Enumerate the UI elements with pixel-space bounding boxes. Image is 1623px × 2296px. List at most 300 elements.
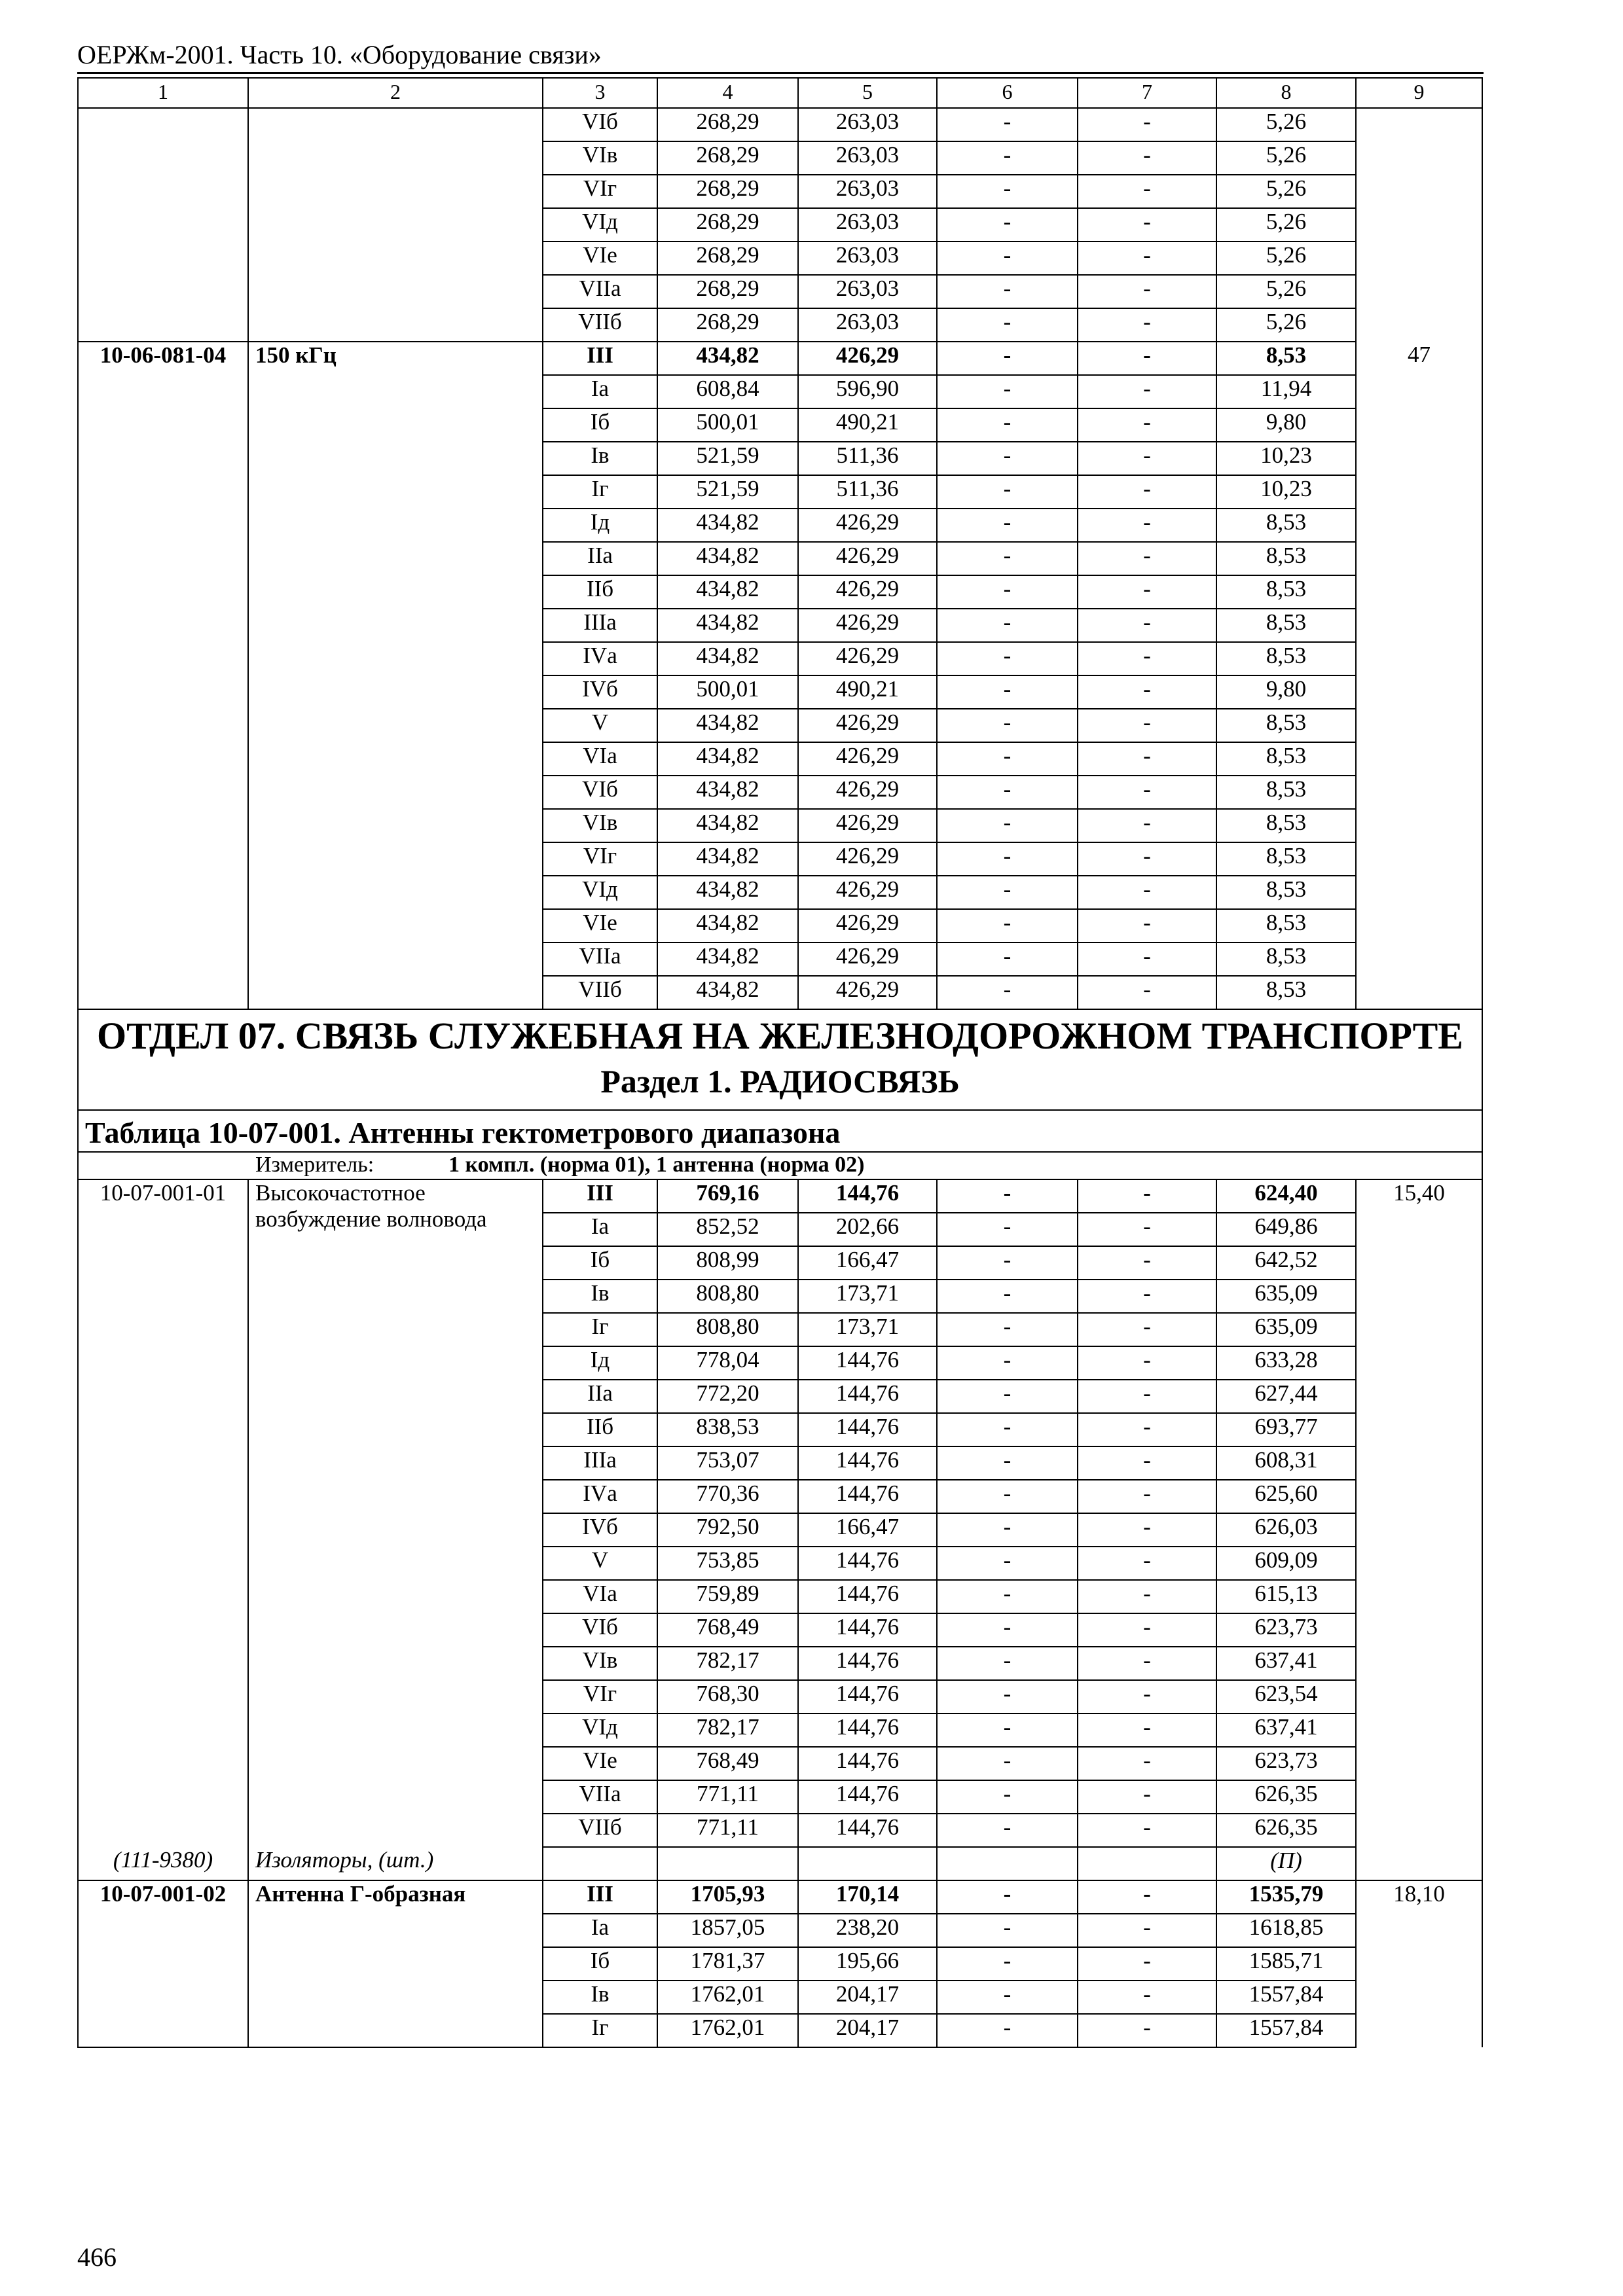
meter-row bbox=[78, 1152, 1482, 1179]
cell-col-8: 8,53 bbox=[1216, 876, 1356, 909]
cell-col-8: 8,53 bbox=[1216, 742, 1356, 776]
cell-col-7: - bbox=[1078, 475, 1216, 509]
cell-col-7: - bbox=[1078, 1446, 1216, 1480]
cell-col-5: 426,29 bbox=[798, 342, 937, 375]
table-row bbox=[78, 1179, 1482, 1213]
cell-col-7: - bbox=[1078, 1480, 1216, 1513]
column-header-7: 7 bbox=[1078, 78, 1216, 108]
cell-col-5: 426,29 bbox=[798, 575, 937, 609]
table-row bbox=[78, 1880, 1482, 1914]
section-heading bbox=[78, 1009, 1482, 1110]
cell-col-7: - bbox=[1078, 442, 1216, 475]
cell-col-7: - bbox=[1078, 1313, 1216, 1346]
header-rule bbox=[77, 72, 1484, 74]
cell-col-7: - bbox=[1078, 1981, 1216, 2014]
cell-col-7: - bbox=[1078, 842, 1216, 876]
cell-col-6: - bbox=[937, 1914, 1078, 1947]
cell-col-8: 693,77 bbox=[1216, 1413, 1356, 1446]
cell-col-8: 10,23 bbox=[1216, 442, 1356, 475]
cell-col-3: IVа bbox=[543, 642, 657, 675]
cell-col-5: 426,29 bbox=[798, 909, 937, 942]
cell-col-6: - bbox=[937, 1780, 1078, 1814]
cell-col-3: Iа bbox=[543, 375, 657, 408]
cell-col-8: 609,09 bbox=[1216, 1547, 1356, 1580]
work-name: 150 кГц bbox=[248, 342, 543, 1009]
cell-col-3: Iв bbox=[543, 1981, 657, 2014]
note-row bbox=[78, 1847, 1482, 1880]
cell-col-8: 1557,84 bbox=[1216, 1981, 1356, 2014]
cell-col-8: 1557,84 bbox=[1216, 2014, 1356, 2047]
cell-col-6: - bbox=[937, 575, 1078, 609]
cell-col-6: - bbox=[937, 1647, 1078, 1680]
cell-col-3: III bbox=[543, 1880, 657, 1914]
cell-col-5: 490,21 bbox=[798, 408, 937, 442]
cell-col-7: - bbox=[1078, 776, 1216, 809]
cell-col-8: 8,53 bbox=[1216, 575, 1356, 609]
cell-col-3: IIа bbox=[543, 542, 657, 575]
column-header-3: 3 bbox=[543, 78, 657, 108]
cell-col-7: - bbox=[1078, 609, 1216, 642]
cell-col-7: - bbox=[1078, 1246, 1216, 1280]
cell-col-8: 5,26 bbox=[1216, 208, 1356, 242]
cell-col-6: - bbox=[937, 1713, 1078, 1747]
cell-col-4: 434,82 bbox=[657, 809, 798, 842]
col9-value bbox=[1356, 108, 1482, 342]
cell-col-5: 596,90 bbox=[798, 375, 937, 408]
cell-col-5: 204,17 bbox=[798, 2014, 937, 2047]
cell-col-3: IVб bbox=[543, 675, 657, 709]
cell-col-5: 263,03 bbox=[798, 275, 937, 308]
cell-col-4: 808,99 bbox=[657, 1246, 798, 1280]
cell-col-4: 753,07 bbox=[657, 1446, 798, 1480]
cell-col-6: - bbox=[937, 1814, 1078, 1847]
cell-col-7: - bbox=[1078, 1814, 1216, 1847]
cell-col-6: - bbox=[937, 709, 1078, 742]
cell-col-8: 1618,85 bbox=[1216, 1914, 1356, 1947]
cell-col-7: - bbox=[1078, 1179, 1216, 1213]
cell-col-6: - bbox=[937, 1213, 1078, 1246]
cell-col-6: - bbox=[937, 876, 1078, 909]
cell-col-4: 771,11 bbox=[657, 1814, 798, 1847]
cell-col-8: 627,44 bbox=[1216, 1380, 1356, 1413]
cell-col-3: IVб bbox=[543, 1513, 657, 1547]
meter-value: 1 компл. (норма 01), 1 антенна (норма 02) bbox=[448, 1153, 865, 1177]
cell-col-6: - bbox=[937, 1680, 1078, 1713]
cell-col-8: 8,53 bbox=[1216, 642, 1356, 675]
cell-col-7: - bbox=[1078, 575, 1216, 609]
cell-col-4: 434,82 bbox=[657, 876, 798, 909]
cell-col-6: - bbox=[937, 108, 1078, 141]
cell-col-5: 144,76 bbox=[798, 1446, 937, 1480]
cell-col-3: VIд bbox=[543, 1713, 657, 1747]
cell-col-3: VIа bbox=[543, 1580, 657, 1613]
cell-col-3: VIб bbox=[543, 776, 657, 809]
cell-col-3: VIв bbox=[543, 141, 657, 175]
cell-col-7: - bbox=[1078, 1680, 1216, 1713]
cell-col-8: 8,53 bbox=[1216, 542, 1356, 575]
cell-col-6: - bbox=[937, 1446, 1078, 1480]
cell-col-3: Iд bbox=[543, 509, 657, 542]
cell-col-6: - bbox=[937, 308, 1078, 342]
cell-col-3: V bbox=[543, 1547, 657, 1580]
cell-col-6: - bbox=[937, 642, 1078, 675]
cell-col-3: VIе bbox=[543, 1747, 657, 1780]
cell-col-6: - bbox=[937, 408, 1078, 442]
column-header-2: 2 bbox=[248, 78, 543, 108]
cell-col-4: 434,82 bbox=[657, 842, 798, 876]
cell-col-5: 144,76 bbox=[798, 1179, 937, 1213]
cell-col-7: - bbox=[1078, 1580, 1216, 1613]
cell-col-4: 852,52 bbox=[657, 1213, 798, 1246]
cell-col-8: 635,09 bbox=[1216, 1313, 1356, 1346]
cell-col-7: - bbox=[1078, 1547, 1216, 1580]
cell-col-6: - bbox=[937, 442, 1078, 475]
cell-col-7: - bbox=[1078, 1413, 1216, 1446]
cell-col-4: 500,01 bbox=[657, 675, 798, 709]
rate-code: 10-07-001-02 bbox=[78, 1880, 248, 2047]
cell-col-6: - bbox=[937, 475, 1078, 509]
cell-col-6: - bbox=[937, 1580, 1078, 1613]
cell-col-8: 642,52 bbox=[1216, 1246, 1356, 1280]
cell-col-3: IIб bbox=[543, 575, 657, 609]
cell-col-3: Iа bbox=[543, 1914, 657, 1947]
cell-col-3: Iг bbox=[543, 475, 657, 509]
cell-col-5: 170,14 bbox=[798, 1880, 937, 1914]
cell-col-7: - bbox=[1078, 308, 1216, 342]
cell-col-7: - bbox=[1078, 1713, 1216, 1747]
cell-col-7: - bbox=[1078, 108, 1216, 141]
section-heading-row bbox=[78, 1009, 1482, 1110]
cell-col-3: VIд bbox=[543, 208, 657, 242]
cell-col-5: 144,76 bbox=[798, 1380, 937, 1413]
cell-col-4: 434,82 bbox=[657, 575, 798, 609]
cell-col-4: 753,85 bbox=[657, 1547, 798, 1580]
material-code: (111-9380) bbox=[78, 1847, 248, 1880]
cell-col-5: 173,71 bbox=[798, 1280, 937, 1313]
material-name: Изоляторы, (шт.) bbox=[248, 1847, 543, 1880]
cell-col-6: - bbox=[937, 342, 1078, 375]
note-empty-col-6 bbox=[937, 1847, 1078, 1880]
cell-col-7: - bbox=[1078, 1213, 1216, 1246]
cell-col-3: VIIа bbox=[543, 1780, 657, 1814]
cell-col-8: 8,53 bbox=[1216, 776, 1356, 809]
cell-col-3: Iв bbox=[543, 1280, 657, 1313]
cell-col-4: 268,29 bbox=[657, 108, 798, 141]
rate-code: 10-07-001-01 bbox=[78, 1179, 248, 1847]
cell-col-6: - bbox=[937, 809, 1078, 842]
cell-col-7: - bbox=[1078, 2014, 1216, 2047]
note-empty-col-7 bbox=[1078, 1847, 1216, 1880]
cell-col-8: 5,26 bbox=[1216, 242, 1356, 275]
cell-col-8: 623,73 bbox=[1216, 1747, 1356, 1780]
cell-col-5: 144,76 bbox=[798, 1713, 937, 1747]
cell-col-4: 1857,05 bbox=[657, 1914, 798, 1947]
cell-col-4: 434,82 bbox=[657, 642, 798, 675]
col9-value: 18,10 bbox=[1356, 1880, 1482, 2047]
cell-col-7: - bbox=[1078, 809, 1216, 842]
cell-col-7: - bbox=[1078, 1380, 1216, 1413]
cell-col-7: - bbox=[1078, 1914, 1216, 1947]
cell-col-7: - bbox=[1078, 742, 1216, 776]
cell-col-6: - bbox=[937, 1480, 1078, 1513]
cell-col-3: IIа bbox=[543, 1380, 657, 1413]
cell-col-4: 268,29 bbox=[657, 242, 798, 275]
cell-col-4: 434,82 bbox=[657, 776, 798, 809]
cell-col-6: - bbox=[937, 675, 1078, 709]
cell-col-3: IIб bbox=[543, 1413, 657, 1446]
cell-col-4: 434,82 bbox=[657, 542, 798, 575]
cell-col-5: 263,03 bbox=[798, 242, 937, 275]
column-header-6: 6 bbox=[937, 78, 1078, 108]
cell-col-8: 8,53 bbox=[1216, 809, 1356, 842]
table-row bbox=[78, 342, 1482, 375]
cell-col-7: - bbox=[1078, 242, 1216, 275]
cell-col-6: - bbox=[937, 175, 1078, 208]
cell-col-3: Iб bbox=[543, 1947, 657, 1981]
cell-col-3: VIIб bbox=[543, 1814, 657, 1847]
cell-col-5: 426,29 bbox=[798, 809, 937, 842]
cell-col-6: - bbox=[937, 976, 1078, 1009]
cell-col-5: 511,36 bbox=[798, 475, 937, 509]
cell-col-8: 637,41 bbox=[1216, 1713, 1356, 1747]
cell-col-3: V bbox=[543, 709, 657, 742]
table-title: Таблица 10-07-001. Антенны гектометрового диапазона bbox=[78, 1110, 1482, 1152]
cell-col-7: - bbox=[1078, 141, 1216, 175]
cell-col-3: IIIа bbox=[543, 1446, 657, 1480]
cell-col-8: 8,53 bbox=[1216, 509, 1356, 542]
rate-code: 10-06-081-04 bbox=[78, 342, 248, 1009]
cell-col-8: 10,23 bbox=[1216, 475, 1356, 509]
page-number: 466 bbox=[77, 2242, 117, 2272]
cell-col-7: - bbox=[1078, 942, 1216, 976]
cell-col-6: - bbox=[937, 275, 1078, 308]
cell-col-5: 426,29 bbox=[798, 542, 937, 575]
cell-col-4: 500,01 bbox=[657, 408, 798, 442]
material-unit: (П) bbox=[1216, 1847, 1356, 1880]
cell-col-4: 268,29 bbox=[657, 275, 798, 308]
cell-col-7: - bbox=[1078, 675, 1216, 709]
cell-col-7: - bbox=[1078, 542, 1216, 575]
cell-col-5: 263,03 bbox=[798, 208, 937, 242]
cell-col-4: 778,04 bbox=[657, 1346, 798, 1380]
cell-col-4: 808,80 bbox=[657, 1313, 798, 1346]
cell-col-8: 8,53 bbox=[1216, 942, 1356, 976]
cell-col-8: 633,28 bbox=[1216, 1346, 1356, 1380]
cell-col-6: - bbox=[937, 1246, 1078, 1280]
cell-col-4: 434,82 bbox=[657, 742, 798, 776]
cell-col-5: 166,47 bbox=[798, 1246, 937, 1280]
cell-col-3: Iб bbox=[543, 1246, 657, 1280]
column-header-5: 5 bbox=[798, 78, 937, 108]
cell-col-6: - bbox=[937, 842, 1078, 876]
cell-col-8: 608,31 bbox=[1216, 1446, 1356, 1480]
cell-col-6: - bbox=[937, 1513, 1078, 1547]
cell-col-5: 490,21 bbox=[798, 675, 937, 709]
cell-col-7: - bbox=[1078, 1647, 1216, 1680]
cell-col-8: 9,80 bbox=[1216, 408, 1356, 442]
cell-col-3: Iб bbox=[543, 408, 657, 442]
cell-col-4: 434,82 bbox=[657, 509, 798, 542]
cell-col-6: - bbox=[937, 1380, 1078, 1413]
cell-col-6: - bbox=[937, 375, 1078, 408]
cell-col-7: - bbox=[1078, 275, 1216, 308]
cell-col-7: - bbox=[1078, 342, 1216, 375]
cell-col-7: - bbox=[1078, 1880, 1216, 1914]
cell-col-5: 426,29 bbox=[798, 709, 937, 742]
cell-col-8: 8,53 bbox=[1216, 609, 1356, 642]
cell-col-5: 426,29 bbox=[798, 876, 937, 909]
cell-col-5: 263,03 bbox=[798, 308, 937, 342]
cell-col-5: 173,71 bbox=[798, 1313, 937, 1346]
cell-col-8: 1585,71 bbox=[1216, 1947, 1356, 1981]
cell-col-3: Iг bbox=[543, 1313, 657, 1346]
cell-col-5: 144,76 bbox=[798, 1613, 937, 1647]
cell-col-8: 649,86 bbox=[1216, 1213, 1356, 1246]
cell-col-6: - bbox=[937, 208, 1078, 242]
cell-col-6: - bbox=[937, 942, 1078, 976]
cell-col-5: 166,47 bbox=[798, 1513, 937, 1547]
cell-col-3: VIIа bbox=[543, 275, 657, 308]
cell-col-5: 202,66 bbox=[798, 1213, 937, 1246]
cell-col-7: - bbox=[1078, 709, 1216, 742]
cell-col-8: 9,80 bbox=[1216, 675, 1356, 709]
cell-col-4: 1705,93 bbox=[657, 1880, 798, 1914]
cell-col-6: - bbox=[937, 609, 1078, 642]
cell-col-6: - bbox=[937, 141, 1078, 175]
cell-col-8: 623,73 bbox=[1216, 1613, 1356, 1647]
cell-col-5: 263,03 bbox=[798, 141, 937, 175]
cell-col-6: - bbox=[937, 1947, 1078, 1981]
cell-col-4: 768,30 bbox=[657, 1680, 798, 1713]
cell-col-3: VIIб bbox=[543, 308, 657, 342]
cell-col-3: VIб bbox=[543, 1613, 657, 1647]
cell-col-4: 268,29 bbox=[657, 308, 798, 342]
cell-col-6: - bbox=[937, 1280, 1078, 1313]
cell-col-4: 434,82 bbox=[657, 709, 798, 742]
cell-col-3: VIг bbox=[543, 175, 657, 208]
column-header-1: 1 bbox=[78, 78, 248, 108]
cell-col-3: IVа bbox=[543, 1480, 657, 1513]
cell-col-8: 11,94 bbox=[1216, 375, 1356, 408]
section-subtitle: Раздел 1. РАДИОСВЯЗЬ bbox=[600, 1063, 960, 1100]
cell-col-8: 626,03 bbox=[1216, 1513, 1356, 1547]
cell-col-3: Iд bbox=[543, 1346, 657, 1380]
cell-col-3: VIIб bbox=[543, 976, 657, 1009]
table-row bbox=[78, 108, 1482, 141]
cell-col-4: 1781,37 bbox=[657, 1947, 798, 1981]
cell-col-6: - bbox=[937, 742, 1078, 776]
column-header-8: 8 bbox=[1216, 78, 1356, 108]
cell-col-3: VIв bbox=[543, 1647, 657, 1680]
cell-col-6: - bbox=[937, 1179, 1078, 1213]
cell-col-3: Iг bbox=[543, 2014, 657, 2047]
note-empty-col-5 bbox=[798, 1847, 937, 1880]
cell-col-5: 263,03 bbox=[798, 175, 937, 208]
col9-value: 47 bbox=[1356, 342, 1482, 1009]
cell-col-6: - bbox=[937, 1613, 1078, 1647]
cell-col-5: 426,29 bbox=[798, 776, 937, 809]
cell-col-5: 426,29 bbox=[798, 642, 937, 675]
column-header-4: 4 bbox=[657, 78, 798, 108]
cell-col-3: VIе bbox=[543, 242, 657, 275]
cell-col-7: - bbox=[1078, 408, 1216, 442]
cell-col-3: III bbox=[543, 342, 657, 375]
col9-value: 15,40 bbox=[1356, 1179, 1482, 1880]
cell-col-7: - bbox=[1078, 976, 1216, 1009]
cell-col-8: 1535,79 bbox=[1216, 1880, 1356, 1914]
cell-col-4: 792,50 bbox=[657, 1513, 798, 1547]
column-header-row bbox=[78, 78, 1482, 108]
cell-col-8: 637,41 bbox=[1216, 1647, 1356, 1680]
cell-col-4: 268,29 bbox=[657, 141, 798, 175]
cell-col-5: 426,29 bbox=[798, 509, 937, 542]
cell-col-6: - bbox=[937, 509, 1078, 542]
work-name bbox=[248, 108, 543, 342]
cell-col-6: - bbox=[937, 1346, 1078, 1380]
cell-col-5: 144,76 bbox=[798, 1480, 937, 1513]
cell-col-4: 769,16 bbox=[657, 1179, 798, 1213]
cell-col-8: 626,35 bbox=[1216, 1780, 1356, 1814]
cell-col-4: 771,11 bbox=[657, 1780, 798, 1814]
cell-col-8: 623,54 bbox=[1216, 1680, 1356, 1713]
cell-col-5: 426,29 bbox=[798, 976, 937, 1009]
cell-col-8: 8,53 bbox=[1216, 976, 1356, 1009]
cell-col-6: - bbox=[937, 2014, 1078, 2047]
cell-col-7: - bbox=[1078, 1780, 1216, 1814]
cell-col-3: Iв bbox=[543, 442, 657, 475]
cell-col-8: 615,13 bbox=[1216, 1580, 1356, 1613]
cell-col-4: 808,80 bbox=[657, 1280, 798, 1313]
cell-col-5: 426,29 bbox=[798, 942, 937, 976]
cell-col-5: 144,76 bbox=[798, 1346, 937, 1380]
cell-col-3: VIIа bbox=[543, 942, 657, 976]
cell-col-4: 434,82 bbox=[657, 909, 798, 942]
cell-col-4: 768,49 bbox=[657, 1747, 798, 1780]
cell-col-5: 144,76 bbox=[798, 1647, 937, 1680]
cell-col-7: - bbox=[1078, 175, 1216, 208]
cell-col-4: 782,17 bbox=[657, 1647, 798, 1680]
norms-table bbox=[77, 77, 1483, 2048]
cell-col-5: 144,76 bbox=[798, 1680, 937, 1713]
cell-col-6: - bbox=[937, 542, 1078, 575]
cell-col-7: - bbox=[1078, 642, 1216, 675]
cell-col-5: 426,29 bbox=[798, 842, 937, 876]
cell-col-8: 8,53 bbox=[1216, 709, 1356, 742]
cell-col-4: 768,49 bbox=[657, 1613, 798, 1647]
cell-col-4: 434,82 bbox=[657, 976, 798, 1009]
section-title: ОТДЕЛ 07. СВЯЗЬ СЛУЖЕБНАЯ НА ЖЕЛЕЗНОДОРОЖНОМ ТРАНСПОРТЕ bbox=[97, 1014, 1463, 1057]
cell-col-7: - bbox=[1078, 909, 1216, 942]
cell-col-5: 195,66 bbox=[798, 1947, 937, 1981]
cell-col-4: 770,36 bbox=[657, 1480, 798, 1513]
cell-col-5: 238,20 bbox=[798, 1914, 937, 1947]
cell-col-4: 772,20 bbox=[657, 1380, 798, 1413]
cell-col-8: 5,26 bbox=[1216, 275, 1356, 308]
cell-col-6: - bbox=[937, 1880, 1078, 1914]
cell-col-4: 838,53 bbox=[657, 1413, 798, 1446]
cell-col-5: 263,03 bbox=[798, 108, 937, 141]
cell-col-5: 144,76 bbox=[798, 1814, 937, 1847]
cell-col-8: 635,09 bbox=[1216, 1280, 1356, 1313]
cell-col-4: 268,29 bbox=[657, 208, 798, 242]
cell-col-6: - bbox=[937, 1413, 1078, 1446]
cell-col-3: IIIа bbox=[543, 609, 657, 642]
cell-col-8: 8,53 bbox=[1216, 842, 1356, 876]
cell-col-7: - bbox=[1078, 208, 1216, 242]
cell-col-8: 626,35 bbox=[1216, 1814, 1356, 1847]
cell-col-7: - bbox=[1078, 1280, 1216, 1313]
cell-col-7: - bbox=[1078, 509, 1216, 542]
